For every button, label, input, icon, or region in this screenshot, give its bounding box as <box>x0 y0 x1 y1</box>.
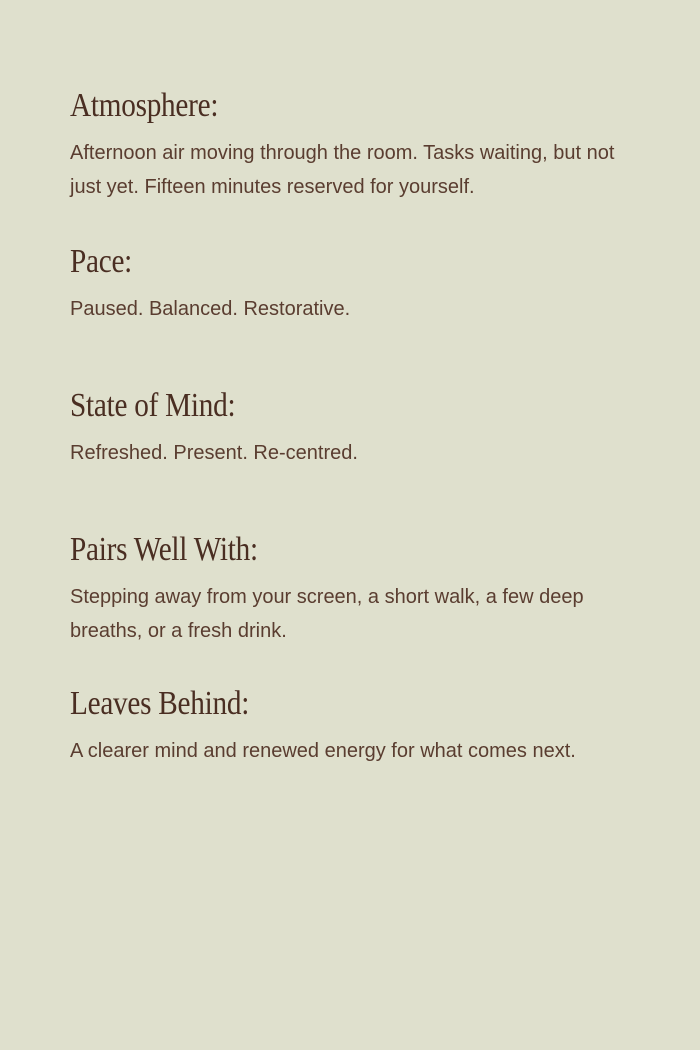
leaves-behind-heading: Leaves Behind: <box>70 685 250 722</box>
pairs-well-with-heading: Pairs Well With: <box>70 531 258 568</box>
leaves-behind-text: A clearer mind and renewed energy for what comes next. <box>70 740 576 762</box>
section-pairs-well-with <box>70 530 650 648</box>
state-of-mind-text: Refreshed. Present. Re-centred. <box>70 442 358 464</box>
section-state-of-mind <box>70 386 650 470</box>
section-leaves-behind <box>70 684 650 768</box>
pace-heading: Pace: <box>70 243 133 280</box>
state-of-mind-heading: State of Mind: <box>70 387 236 424</box>
section-atmosphere <box>70 86 650 204</box>
pairs-well-with-text: Stepping away from your screen, a short walk, a few deep breaths, or a fresh drink. <box>70 586 584 642</box>
pace-text: Paused. Balanced. Restorative. <box>70 298 351 320</box>
section-pace <box>70 242 650 326</box>
atmosphere-heading: Atmosphere: <box>70 87 219 124</box>
atmosphere-text: Afternoon air moving through the room. Tasks waiting, but not just yet. Fifteen minutes reserved for yourself. <box>70 142 615 198</box>
